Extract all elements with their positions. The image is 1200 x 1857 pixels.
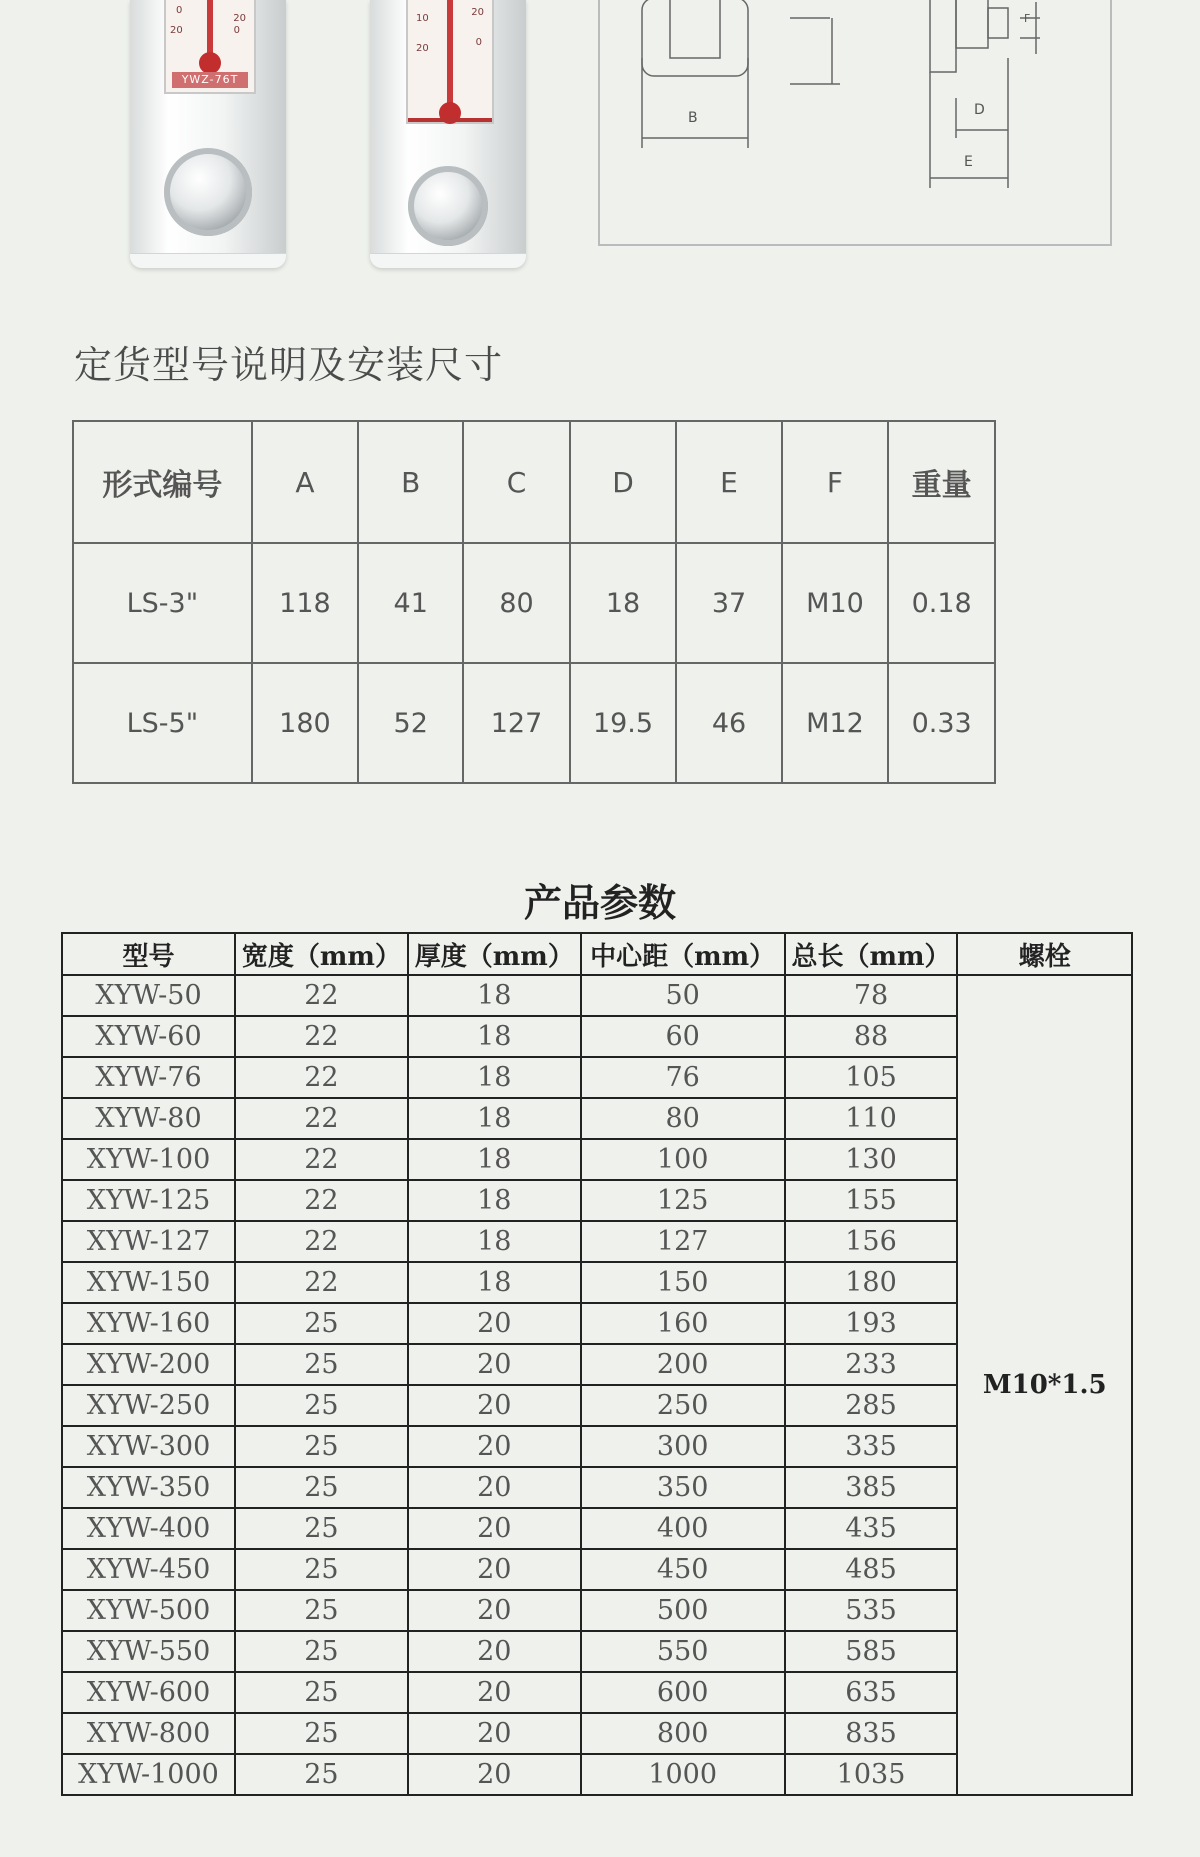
table-cell: 233: [785, 1344, 958, 1385]
table-cell: 18: [408, 1057, 581, 1098]
gauge-window: [164, 0, 256, 94]
model-cell: XYW-550: [62, 1631, 235, 1672]
table-cell: 18: [408, 1139, 581, 1180]
table-cell: 1035: [785, 1754, 958, 1795]
table-cell: 22: [235, 1016, 408, 1057]
table-cell: 37: [676, 543, 781, 663]
column-header: C: [463, 421, 569, 543]
table-header-row: [73, 421, 995, 543]
table-cell: 50: [581, 975, 785, 1016]
table-cell: 550: [581, 1631, 785, 1672]
column-header: E: [676, 421, 781, 543]
model-cell: XYW-127: [62, 1221, 235, 1262]
table-cell: 78: [785, 975, 958, 1016]
table-cell: 18: [408, 1221, 581, 1262]
column-header: D: [570, 421, 677, 543]
table-cell: 25: [235, 1672, 408, 1713]
table-cell: 22: [235, 1098, 408, 1139]
table-cell: 400: [581, 1508, 785, 1549]
column-header: 中心距（mm）: [581, 933, 785, 975]
table-cell: 25: [235, 1344, 408, 1385]
table-cell: 300: [581, 1426, 785, 1467]
model-cell: XYW-80: [62, 1098, 235, 1139]
gauge-tube: [207, 0, 213, 60]
table-cell: 25: [235, 1508, 408, 1549]
table-cell: 20: [408, 1590, 581, 1631]
table-cell: 25: [235, 1754, 408, 1795]
table-cell: 200: [581, 1344, 785, 1385]
table-cell: 485: [785, 1549, 958, 1590]
table-cell: 180: [252, 663, 358, 783]
column-header: F: [782, 421, 889, 543]
gauge-base: [130, 253, 286, 268]
model-cell: XYW-600: [62, 1672, 235, 1713]
table-cell: 385: [785, 1467, 958, 1508]
table-cell: 127: [463, 663, 569, 783]
column-header: A: [252, 421, 358, 543]
table-cell: 130: [785, 1139, 958, 1180]
model-tag: YWZ-76T: [172, 72, 248, 88]
table-cell: 20: [408, 1344, 581, 1385]
table-cell: 125: [581, 1180, 785, 1221]
gauge-bulb: [199, 52, 221, 74]
model-cell: XYW-76: [62, 1057, 235, 1098]
table-cell: M10: [782, 543, 889, 663]
model-cell: XYW-100: [62, 1139, 235, 1180]
table-cell: 18: [570, 543, 677, 663]
table-cell: 25: [235, 1385, 408, 1426]
scale-mark: 20: [170, 25, 183, 36]
table-cell: 20: [408, 1549, 581, 1590]
model-cell: XYW-300: [62, 1426, 235, 1467]
column-header: 型号: [62, 933, 235, 975]
table-cell: 800: [581, 1713, 785, 1754]
dim-label-e: E: [964, 154, 973, 170]
model-cell: XYW-200: [62, 1344, 235, 1385]
model-cell: XYW-350: [62, 1467, 235, 1508]
table-cell: 155: [785, 1180, 958, 1221]
table-cell: 25: [235, 1590, 408, 1631]
table-cell: 127: [581, 1221, 785, 1262]
table-cell: 22: [235, 975, 408, 1016]
column-header: 宽度（mm）: [235, 933, 408, 975]
table-cell: 585: [785, 1631, 958, 1672]
table-cell: 60: [581, 1016, 785, 1057]
dim-label-b: B: [688, 110, 698, 126]
model-cell: XYW-1000: [62, 1754, 235, 1795]
table-cell: 22: [235, 1180, 408, 1221]
table-cell: 835: [785, 1713, 958, 1754]
table-cell: 1000: [581, 1754, 785, 1795]
model-cell: XYW-800: [62, 1713, 235, 1754]
table-cell: 25: [235, 1467, 408, 1508]
column-header: 总长（mm）: [785, 933, 958, 975]
table-cell: 18: [408, 975, 581, 1016]
table-cell: 635: [785, 1672, 958, 1713]
table-row: [73, 663, 995, 783]
table-cell: 25: [235, 1426, 408, 1467]
table-cell: M12: [782, 663, 889, 783]
table-cell: 46: [676, 663, 781, 783]
table-cell: 335: [785, 1426, 958, 1467]
table-cell: 22: [235, 1057, 408, 1098]
model-cell: XYW-160: [62, 1303, 235, 1344]
table-cell: 20: [408, 1467, 581, 1508]
dim-label-f: F: [1024, 12, 1031, 25]
table-cell: 22: [235, 1139, 408, 1180]
scale-mark: 20: [416, 43, 429, 54]
table-cell: 250: [581, 1385, 785, 1426]
table-cell: 20: [408, 1303, 581, 1344]
table-cell: 193: [785, 1303, 958, 1344]
drawing-lines: [600, 0, 1114, 248]
table-cell: 180: [785, 1262, 958, 1303]
table-cell: 22: [235, 1262, 408, 1303]
table-cell: 450: [581, 1549, 785, 1590]
table-cell: 25: [235, 1631, 408, 1672]
table-cell: 20: [408, 1672, 581, 1713]
scale-mark: 10: [416, 13, 429, 24]
installation-dimension-table: [72, 420, 996, 784]
table-cell: 110: [785, 1098, 958, 1139]
scale-mark: 0: [475, 37, 482, 48]
table-cell: 19.5: [570, 663, 677, 783]
table-cell: 0.18: [888, 543, 995, 663]
table-cell: 80: [581, 1098, 785, 1139]
table-cell: 18: [408, 1098, 581, 1139]
column-header: 螺栓: [957, 933, 1132, 975]
table-cell: 105: [785, 1057, 958, 1098]
column-header: B: [358, 421, 463, 543]
table-cell: 18: [408, 1262, 581, 1303]
scale-mark: 0: [176, 5, 183, 16]
scale-mark: 20: [233, 13, 246, 24]
model-cell: XYW-125: [62, 1180, 235, 1221]
table-cell: 285: [785, 1385, 958, 1426]
table-cell: 350: [581, 1467, 785, 1508]
table-cell: 18: [408, 1180, 581, 1221]
model-cell: XYW-60: [62, 1016, 235, 1057]
model-cell: XYW-250: [62, 1385, 235, 1426]
level-gauge-photo-right: [370, 0, 526, 268]
product-parameters-table: [61, 932, 1133, 1796]
dim-label-d: D: [974, 102, 985, 118]
column-header: 厚度（mm）: [408, 933, 581, 975]
scale-mark: 20: [471, 7, 484, 18]
table-cell: 25: [235, 1713, 408, 1754]
gauge-base: [370, 253, 526, 268]
product-parameters-title: 产品参数: [523, 880, 676, 925]
table-cell: 100: [581, 1139, 785, 1180]
table-cell: 535: [785, 1590, 958, 1631]
table-row: [62, 975, 1132, 1016]
table-cell: 20: [408, 1754, 581, 1795]
hex-nut: [408, 166, 488, 246]
table-cell: 88: [785, 1016, 958, 1057]
table-cell: 80: [463, 543, 569, 663]
model-cell: XYW-450: [62, 1549, 235, 1590]
dimension-drawing: [598, 0, 1112, 246]
table-cell: 41: [358, 543, 463, 663]
table-cell: 20: [408, 1508, 581, 1549]
bolt-spec-cell: M10*1.5: [957, 975, 1132, 1795]
model-cell: XYW-500: [62, 1590, 235, 1631]
table-cell: 22: [235, 1221, 408, 1262]
table-cell: 52: [358, 663, 463, 783]
column-header: 形式编号: [73, 421, 252, 543]
table-cell: LS-5": [73, 663, 252, 783]
table-cell: 20: [408, 1631, 581, 1672]
table-cell: 20: [408, 1713, 581, 1754]
table-cell: LS-3": [73, 543, 252, 663]
table-cell: 20: [408, 1385, 581, 1426]
gauge-window: [406, 0, 494, 124]
table-cell: 118: [252, 543, 358, 663]
model-cell: XYW-50: [62, 975, 235, 1016]
model-cell: XYW-150: [62, 1262, 235, 1303]
table-cell: 150: [581, 1262, 785, 1303]
table-cell: 500: [581, 1590, 785, 1631]
gauge-tube: [447, 0, 453, 110]
table-cell: 25: [235, 1549, 408, 1590]
table-cell: 25: [235, 1303, 408, 1344]
table-cell: 160: [581, 1303, 785, 1344]
level-gauge-photo-left: [130, 0, 286, 268]
table-cell: 0.33: [888, 663, 995, 783]
model-cell: XYW-400: [62, 1508, 235, 1549]
hex-nut: [164, 148, 252, 236]
gauge-red-bar: [408, 118, 492, 122]
table-cell: 600: [581, 1672, 785, 1713]
table-cell: 156: [785, 1221, 958, 1262]
table-cell: 20: [408, 1426, 581, 1467]
table-cell: 435: [785, 1508, 958, 1549]
table-row: [73, 543, 995, 663]
scale-mark: 0: [233, 25, 240, 36]
table-header-row: [62, 933, 1132, 975]
table-cell: 18: [408, 1016, 581, 1057]
ordering-section-title: 定货型号说明及安装尺寸: [74, 343, 504, 387]
column-header: 重量: [888, 421, 995, 543]
table-cell: 76: [581, 1057, 785, 1098]
